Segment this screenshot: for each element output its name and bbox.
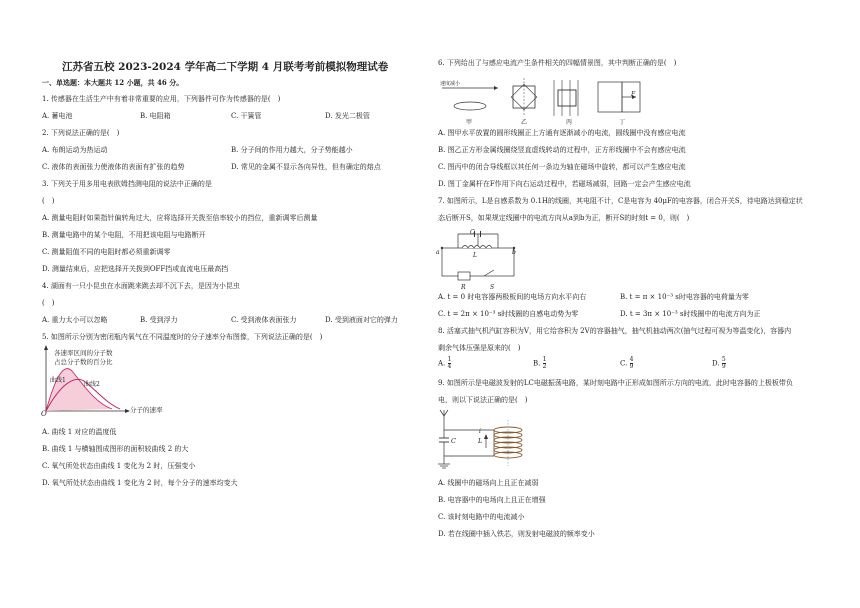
q8-d-denominator: 9 [721,363,726,370]
q9-option-a: A. 线圈中的磁场向上且正在减弱 [438,479,539,487]
q9-option-b: B. 电容器中的电场向上且正在增强 [438,496,546,504]
q1-option-a: A. 蓄电池 [42,112,73,120]
q9-label-i: i [479,428,481,435]
q4-option-d: D. 受到液面对它的弹力 [325,316,398,324]
q8-option-b [533,357,546,370]
q4-option-c: C. 受到液体表面张力 [231,316,297,324]
q5-ylabel-line2: 占总分子数的百分比 [54,358,113,366]
q5-option-d: D. 氧气所处状态由曲线 1 变化为 2 时，每个分子的速率均变大 [42,479,238,487]
q5-option-c: C. 氧气所处状态由曲线 1 变化为 2 时，压强变小 [42,462,196,470]
q3-stem: 3. 下列关于用多用电表欧姆挡测电阻的说法中正确的是 [42,180,212,188]
q5-option-a: A. 曲线 1 对应的温度低 [42,428,117,436]
page-title: 江苏省五校 2023-2024 学年高二下学期 4 月联考考前模拟物理试卷 [62,61,389,73]
q4-stem: 4. 湖面有一只小昆虫在水面跳来跳去却不沉下去，是因为小昆虫 [42,282,240,290]
q8-option-b-fraction [543,357,547,370]
q7-option-c: C. t = 2π × 10⁻³ s时线圈的自感电动势为零 [438,310,579,318]
q8-option-d-fraction [722,357,726,370]
q6-option-c: C. 图丙中的闭合导线框以其任何一条边为轴在磁场中旋转，都可以产生感应电流 [438,163,686,171]
q8-d-numerator: 5 [721,356,726,363]
q8-option-d-letter: D. [712,359,720,368]
q9-stem-line2: 电，则以下说法正确的是( ) [438,396,528,404]
q7-label-l: L [473,252,477,259]
q8-b-denominator: 2 [542,363,547,370]
q8-c-numerator: 4 [629,356,634,363]
q7-stem-line2: 态后断开S，如果规定线圈中的电流方向从a到b为正，断开S的时刻t = 0，则( ) [438,214,690,222]
q8-option-d [712,357,726,370]
q7-label-s: S [490,284,495,291]
q4-paren: ( ) [42,299,55,307]
q1-option-c: C. 干簧管 [231,112,262,120]
q9-option-c: C. 该时刻电路中的电流减小 [438,513,525,521]
q6-fig-d-label: 丁 [619,119,626,126]
q2-option-b: B. 分子间的作用力越大，分子势能越小 [231,146,353,154]
q7-label-b: b [512,249,516,256]
q7-option-a: A. t = 0 时电容器两极板间的电场方向水平向右 [438,293,587,301]
q8-b-numerator: 1 [542,356,547,363]
q6-stem: 6. 下列给出了与感应电流产生条件相关的四幅情景图，其中判断正确的是( ) [438,59,677,67]
q3-paren: ( ) [42,197,55,205]
q8-option-a-fraction [448,357,452,370]
q7-label-c: C [470,229,475,236]
q8-a-denominator: 4 [447,363,452,370]
q5-xlabel: 分子的速率 [130,406,163,414]
q8-option-c-fraction [630,357,634,370]
q7-stem-line1: 7. 如图所示，L是自感系数为 0.1H的线圈，其电阻不计，C是电容为 40μF的电容器，闭合开关S，待电路达到稳定状 [438,197,803,205]
q8-option-b-letter: B. [533,359,541,368]
q2-option-d: D. 常见的金属不显示各向异性，但有确定的熔点 [231,163,381,171]
q3-option-d: D. 测量结束后，应把选择开关拨到OFF挡或直流电压最高挡 [42,265,229,273]
q9-option-d: D. 若在线圈中插入铁芯，则发射电磁波的频率变小 [438,530,595,538]
q8-option-a-letter: A. [438,359,446,368]
q8-option-c-letter: C. [620,359,628,368]
q7-option-b: B. t = π × 10⁻³ s时电容器的电荷量为零 [620,293,749,301]
q6-option-b: B. 图乙正方形金属线圈绕竖直虚线转动的过程中，正方形线圈中不会有感应电流 [438,146,686,154]
q8-option-c [620,357,633,370]
q3-option-a: A. 测量电阻时如果指针偏转角过大，应将选择开关拨至倍率较小的挡位，重新调零后测量 [42,214,318,222]
q3-option-c: C. 测量阻值不同的电阻时都必须重新调零 [42,248,171,256]
q8-option-a [438,357,451,370]
q1-option-d: D. 发光二极管 [325,112,370,120]
q5-curve2-label: 曲线2 [84,381,100,388]
q5-ylabel-line1: 各速率区间的分子数 [54,349,113,357]
q9-label-l: L [478,437,483,445]
q1-stem: 1. 传感器在生活生产中有着非常重要的应用，下列器件可作为传感器的是( ) [42,95,281,103]
q5-stem: 5. 如图所示分别为密闭瓶内氧气在不同温度时的分子速率分布图像，下列说法正确的是( ) [42,333,323,341]
q6-fig-b-label: 乙 [521,119,528,126]
q5-origin-label: O [41,410,47,418]
q8-c-denominator: 9 [629,363,634,370]
q8-a-numerator: 1 [447,356,452,363]
q6-fig-c-label: 丙 [566,119,573,126]
q9-label-c: C [451,437,456,445]
q6-fig-d-text: F [631,91,636,98]
q7-option-d: D. t = 3π × 10⁻³ s时线圈中的电流方向为正 [620,310,761,318]
q6-fig-a-label: 甲 [466,119,473,126]
q9-stem-line1: 9. 如图所示是电磁波发射的LC电磁振荡电路，某时刻电路中正形成如图所示方向的电流，此时电容器的上极板带负 [438,379,793,387]
q2-stem: 2. 下列说法正确的是( ) [42,129,120,137]
q6-figure-b [505,78,543,118]
q7-circuit-figure [438,230,520,282]
q2-option-c: C. 液体的表面张力使液体的表面有扩张的趋势 [42,163,185,171]
q6-figure-d [596,78,644,118]
q8-stem-line1: 8. 活塞式抽气机汽缸容积为V，用它给容积为 2V的容器抽气，抽气机抽动两次(抽气过程可视为等温变化)，容器内 [438,327,792,335]
q4-option-b: B. 受到浮力 [140,316,178,324]
q7-label-r: R [461,284,466,291]
q2-option-a: A. 布朗运动为热运动 [42,146,108,154]
q1-option-b: B. 电阻箱 [140,112,171,120]
q5-curve1-label: 曲线1 [50,377,66,384]
q3-option-b: B. 测量电路中的某个电阻，不用把该电阻与电路断开 [42,231,206,239]
q6-option-a: A. 图甲水平放置的圆形线圈正上方通有逐渐减小的电流，圆线圈中没有感应电流 [438,129,686,137]
q8-stem-line2: 剩余气体压强是原来的( ) [438,344,521,352]
q7-label-a: a [436,249,440,256]
q5-option-b: B. 曲线 1 与横轴围成图形的面积较曲线 2 的大 [42,445,189,453]
q6-figure-c [548,78,588,118]
section-heading: 一、单选题：本大题共 12 小题，共 46 分。 [42,78,184,87]
q6-option-d: D. 图丁金属杆在F作用下向右运动过程中，若磁场减弱，回路一定会产生感应电流 [438,180,691,188]
q6-fig-a-text: 速度减小 [440,81,461,87]
q4-option-a: A. 重力太小可以忽略 [42,316,108,324]
